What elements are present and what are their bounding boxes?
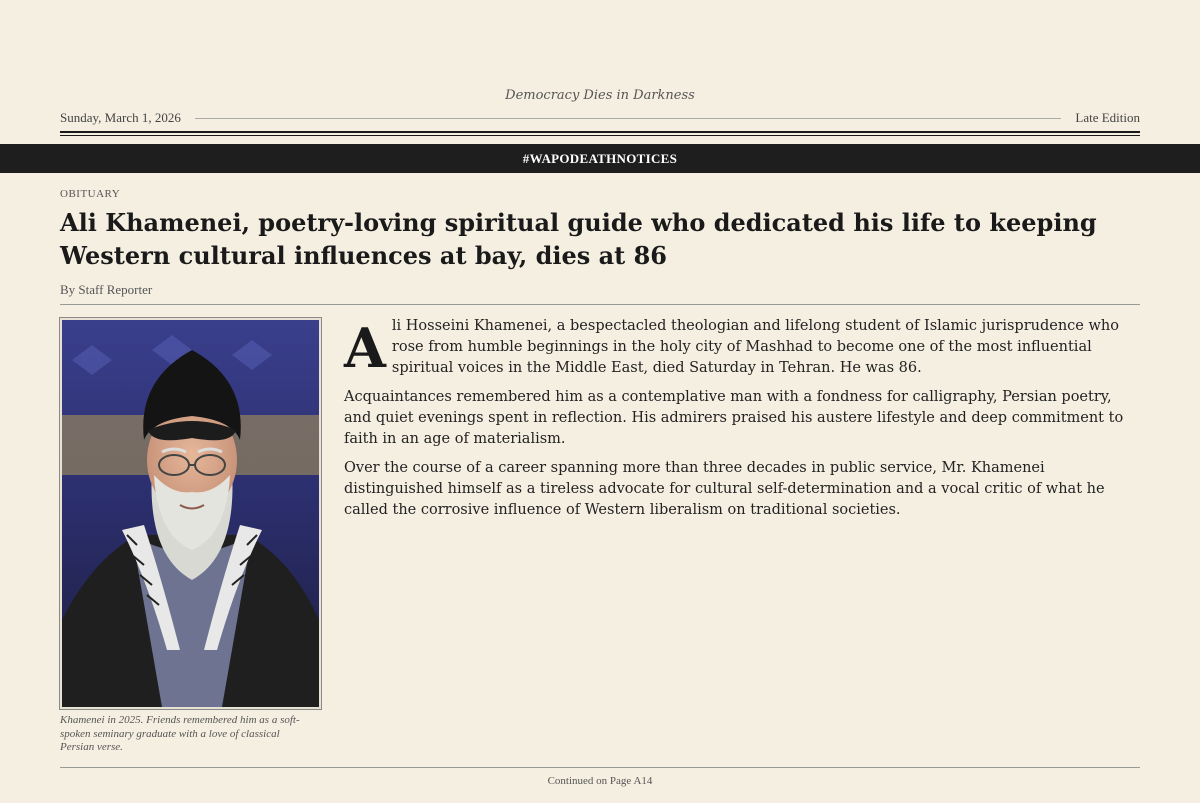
article-photo [59,317,322,710]
edition-label: Late Edition [1075,110,1140,125]
footer-rule [60,767,1140,768]
section-label: OBITUARY [60,188,121,200]
continued-link[interactable]: Continued on Page A14 [547,775,653,787]
lead-paragraph [344,316,1140,379]
photo-caption: Khamenei in 2025. Friends remembered him as a soft-spoken seminary graduate with a love of classical Persian verse. [60,714,300,753]
dateline [60,109,1140,127]
byline-rule [60,304,1140,305]
lead-paragraph-text: li Hosseini Khamenei, a bespectacled theologian and lifelong student of Islamic jurisprudence who rose from humble beginnings in the holy city of Mashhad to become one of the most influential spiritual voices in the Middle East, died Saturday in Tehran. He was 86. [391,318,1119,376]
article-headline: Ali Khamenei, poetry-loving spiritual guide who dedicated his life to keeping Western cultural influences at bay, dies at 86 [60,208,1097,270]
issue-date: Sunday, March 1, 2026 [60,110,181,125]
portrait-illustration [62,320,319,707]
article-body [344,316,1140,529]
masthead-motto: Democracy Dies in Darkness [505,88,695,103]
drop-cap: A [344,316,386,380]
body-paragraph: Acquaintances remembered him as a contemplative man with a fondness for calligraphy, Persian poetry, and quiet evenings spent in reflection. His admirers praised his austere lifestyle and deep commitment to faith in an age of materialism. [344,389,1124,447]
hashtag-banner[interactable]: #WAPODEATHNOTICES [0,144,1200,173]
masthead-double-rule [60,131,1140,136]
body-paragraph: Over the course of a career spanning more than three decades in public service, Mr. Khamenei distinguished himself as a tireless advocate for cultural self-determination and a vocal critic of what he called the corrosive influence of Western liberalism on traditional societies. [344,460,1105,518]
dateline-rule [195,118,1062,119]
byline: By Staff Reporter [60,282,153,297]
